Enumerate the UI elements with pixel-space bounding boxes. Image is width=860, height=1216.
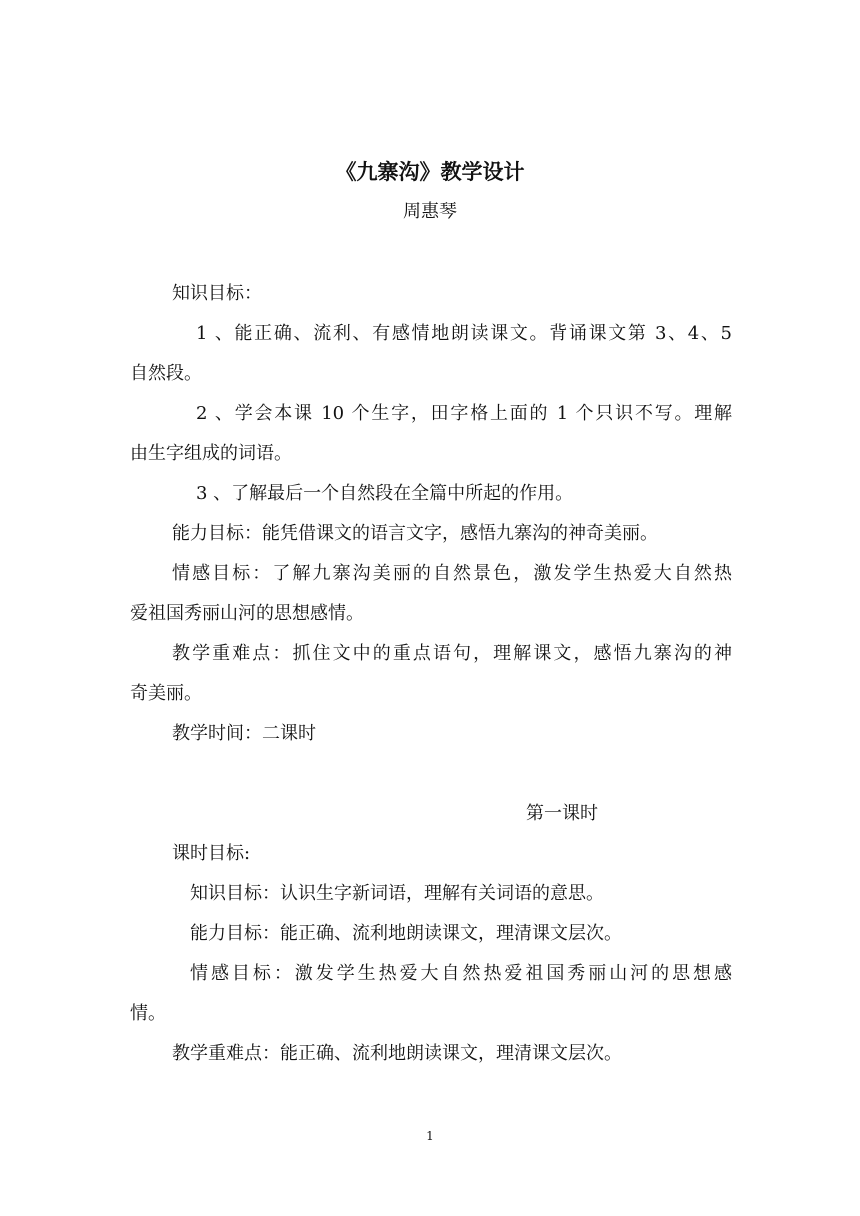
goal-1-line-1: 1 、能正确、流利、有感情地朗读课文。背诵课文第 3、4、5 <box>196 323 732 344</box>
key-difficulty-line-1: 教学重难点：抓住文中的重点语句，理解课文，感悟九寨沟的神 <box>172 643 732 664</box>
emotion-goal-line-1: 情感目标：了解九寨沟美丽的自然景色，激发学生热爱大自然热 <box>172 563 732 584</box>
goal-2-line-1: 2 、学会本课 10 个生字，田字格上面的 1 个只识不写。理解 <box>196 403 732 424</box>
lesson-knowledge-goal: 知识目标：认识生字新词语，理解有关词语的意思。 <box>190 883 604 904</box>
goal-2-line-2: 由生字组成的词语。 <box>130 443 292 464</box>
document-title: 《九寨沟》教学设计 <box>335 159 525 184</box>
ability-goal: 能力目标：能凭借课文的语言文字，感悟九寨沟的神奇美丽。 <box>172 523 658 544</box>
page-number: 1 <box>426 1129 434 1143</box>
key-difficulty-line-2: 奇美丽。 <box>130 683 202 704</box>
document-author: 周惠琴 <box>403 201 457 222</box>
lesson-heading: 第一课时 <box>526 803 598 824</box>
lesson-goals-label: 课时目标: <box>172 843 251 864</box>
teaching-time: 教学时间：二课时 <box>172 723 316 744</box>
emotion-goal-line-2: 爱祖国秀丽山河的思想感情。 <box>130 603 364 624</box>
goal-3: 3 、了解最后一个自然段在全篇中所起的作用。 <box>196 483 574 504</box>
lesson-emotion-goal-line-2: 情。 <box>130 1003 166 1024</box>
lesson-ability-goal: 能力目标：能正确、流利地朗读课文，理清课文层次。 <box>190 923 622 944</box>
knowledge-goal-label: 知识目标： <box>172 283 262 304</box>
lesson-key-difficulty: 教学重难点：能正确、流利地朗读课文，理清课文层次。 <box>172 1043 622 1064</box>
lesson-emotion-goal-line-1: 情感目标：激发学生热爱大自然热爱祖国秀丽山河的思想感 <box>190 963 732 984</box>
goal-1-line-2: 自然段。 <box>130 363 202 384</box>
